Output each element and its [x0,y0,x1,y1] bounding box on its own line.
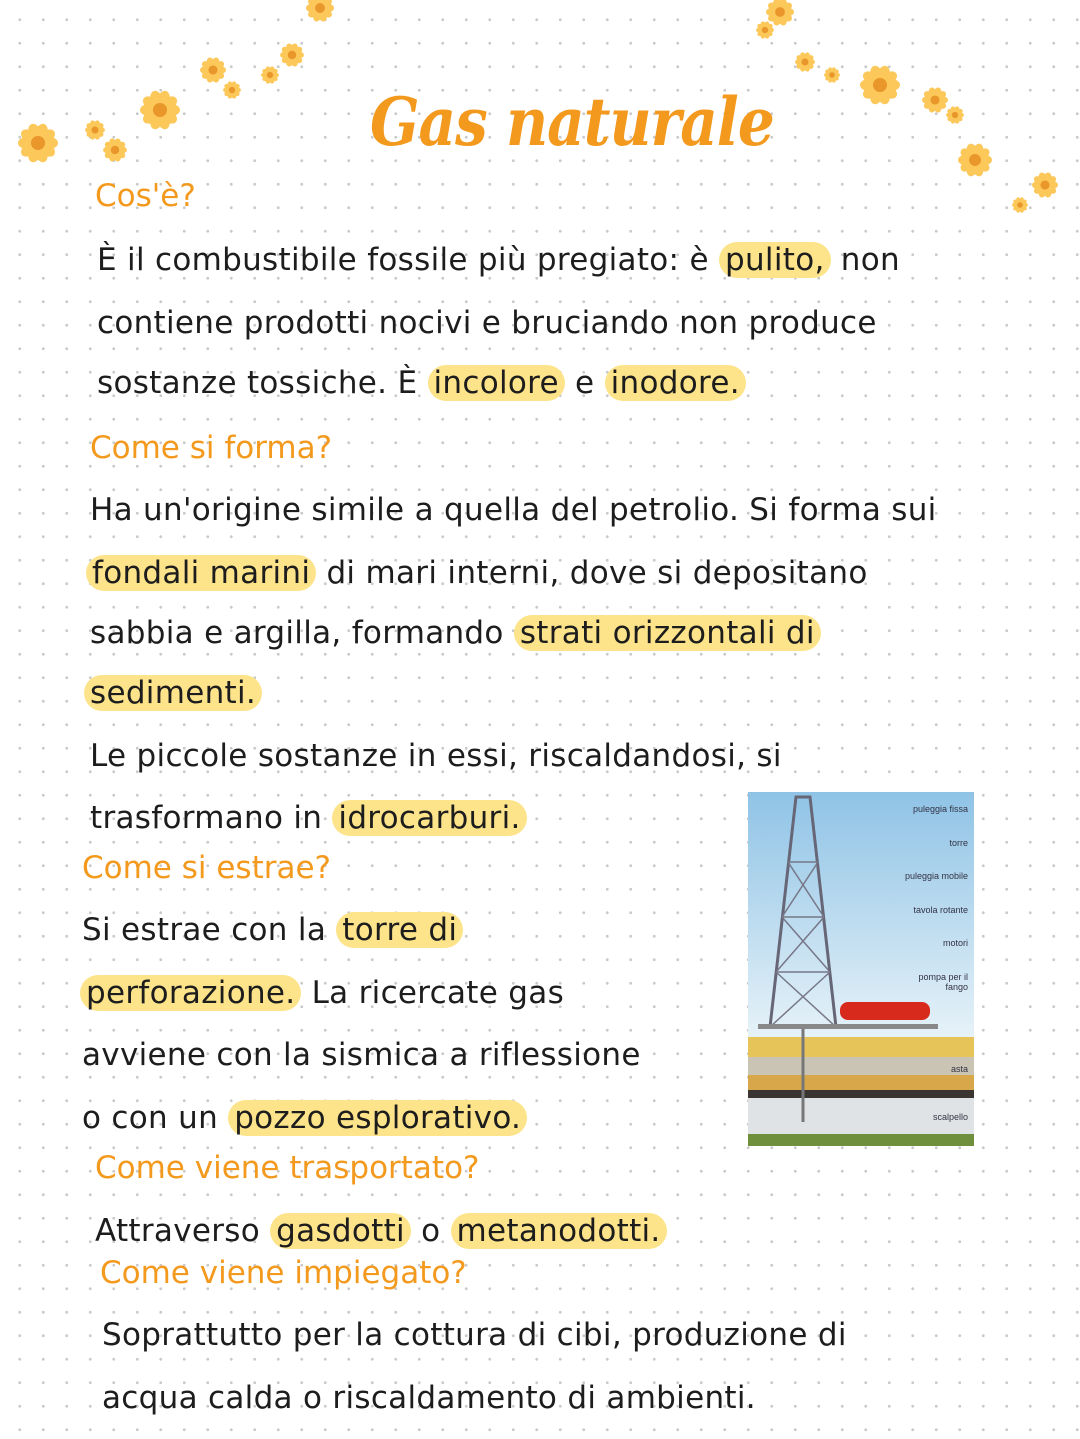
highlighted-term: gasdotti [270,1213,411,1249]
label-asta: asta [950,1064,968,1074]
flower-icon [793,50,817,74]
label-tavola-rotante: tavola rotante [913,905,968,915]
text-segment: trasformano in [90,800,333,836]
flower-icon [1010,195,1030,215]
label-scalpello: scalpello [932,1112,968,1122]
text-line [90,615,821,651]
page-title: Gas naturale [370,82,774,162]
drilling-rig-diagram [748,792,974,1146]
highlighted-term: strati orizzontali di [514,615,821,651]
text-segment: o con un [82,1100,229,1136]
text-segment: o [410,1213,451,1249]
text-segment: Attraverso [95,1213,271,1249]
text-segment: Soprattutto per la cottura di cibi, produzione di [102,1317,847,1353]
flower-icon [754,19,776,41]
highlighted-term: torre di [336,912,463,948]
text-line [90,800,527,836]
label-pompa: pompa per il fango [918,972,968,992]
highlighted-term: incolore [428,365,565,401]
flower-icon [1030,170,1060,200]
highlighted-term: metanodotti. [451,1213,667,1249]
text-segment: e [564,365,605,401]
highlighted-term: pulito, [719,242,831,278]
label-puleggia-fissa: puleggia fissa [912,804,968,814]
flower-icon [944,104,966,126]
text-segment: acqua calda o riscaldamento di ambienti. [102,1380,756,1416]
section-question: Come viene trasportato? [95,1150,480,1186]
text-line [82,1100,527,1136]
highlighted-term: inodore. [605,365,746,401]
highlighted-term: idrocarburi. [332,800,526,836]
text-line [97,365,746,401]
flower-icon [304,0,336,24]
text-segment: La ricercate gas [301,975,565,1011]
text-segment: avviene con la sismica a riflessione [82,1037,641,1073]
text-line [97,305,877,341]
text-line [80,975,564,1011]
text-line [84,675,262,711]
flower-icon [16,121,60,165]
label-puleggia-mobile: puleggia mobile [904,871,968,881]
text-segment: Si estrae con la [82,912,337,948]
flower-icon [221,79,243,101]
label-motori: motori [942,938,968,948]
section-question: Come viene impiegato? [100,1255,467,1291]
text-line [90,492,937,528]
text-line [97,242,900,278]
flower-icon [138,88,182,132]
text-segment: È il combustibile fossile più pregiato: è [97,242,719,278]
text-line [82,1037,641,1073]
section-question: Come si estrae? [82,850,331,886]
label-torre: torre [949,838,968,848]
text-line [95,1213,667,1249]
text-segment: non [830,242,900,278]
text-segment: sostanze tossiche. È [97,365,428,401]
text-segment: sabbia e argilla, formando [90,615,514,651]
flower-icon [278,41,306,69]
flower-icon [858,63,902,107]
drilling-rig-illustration [748,792,974,1146]
text-line [102,1380,756,1416]
text-segment: di mari interni, dove si depositano [316,555,868,591]
section-question: Cos'è? [95,178,196,214]
text-line [82,912,463,948]
highlighted-term: pozzo esplorativo. [228,1100,527,1136]
flower-icon [956,141,994,179]
highlighted-term: perforazione. [80,975,301,1011]
section-question: Come si forma? [90,430,333,466]
text-line [90,738,782,774]
highlighted-term: sedimenti. [84,675,262,711]
flower-icon [259,64,281,86]
flower-icon [822,65,842,85]
flower-icon [83,118,107,142]
text-segment: contiene prodotti nocivi e bruciando non produce [97,305,877,341]
text-line [86,555,868,591]
text-segment: Ha un'origine simile a quella del petrolio. Si forma sui [90,492,937,528]
text-segment: Le piccole sostanze in essi, riscaldandosi, si [90,738,782,774]
highlighted-term: fondali marini [86,555,316,591]
text-line [102,1317,847,1353]
